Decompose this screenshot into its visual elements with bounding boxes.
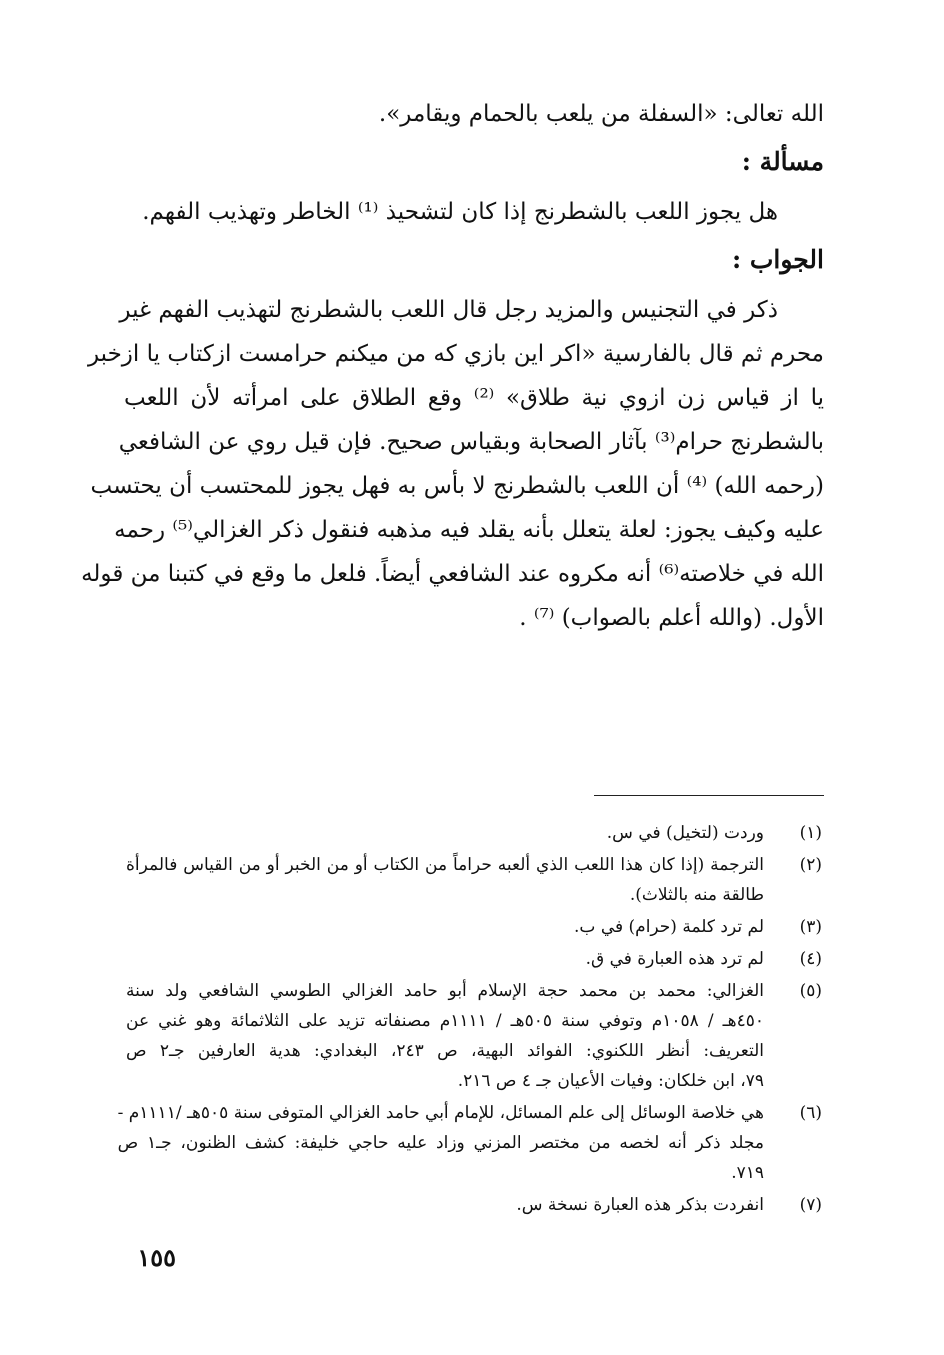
footnote-text: الترجمة (إذا كان هذا اللعب الذي ألعبه حراماً من الكتاب أو من الخبر أو من القياس فالمرأة	[126, 855, 764, 875]
answer-line: (رحمه الله) ⁽⁴⁾ أن اللعب بالشطرنج لا بأس به فهل يجوز للمحتسب أن يحتسب	[90, 473, 824, 499]
answer-line: ذكر في التجنيس والمزيد رجل قال اللعب بالشطرنج لتهذيب الفهم غير	[119, 297, 778, 323]
footnote-3	[126, 912, 822, 942]
footnote-text: لم ترد كلمة (حرام) في ب.	[574, 917, 764, 937]
footnote-6	[117, 1098, 822, 1188]
footnote-number: (٣)	[799, 917, 822, 937]
answer-line: عليه وكيف يجوز: لعلة يتعلل بأنه يقلد فيه مذهبه فنقول ذكر الغزالي⁽⁵⁾ رحمه	[114, 517, 824, 543]
footnote-text: الغزالي: محمد بن محمد حجة الإسلام أبو حامد الغزالي الطوسي الشافعي ولد سنة	[126, 981, 764, 1001]
footnote-number: (٤)	[799, 949, 822, 969]
answer-line: محرم ثم قال بالفارسية «اكر اين بازي كه من ميكنم حرامست ازكتاب يا ازخبر	[87, 341, 824, 367]
footnote-number: (٧)	[799, 1195, 822, 1215]
footnote-text: هي خلاصة الوسائل إلى علم المسائل، للإمام أبي حامد الغزالي المتوفى سنة ٥٠٥هـ /١١١١م -	[117, 1103, 764, 1123]
footnote-2	[126, 850, 822, 910]
answer-line: الله في خلاصته⁽⁶⁾ أنه مكروه عند الشافعي أيضاً. فلعل ما وقع في كتبنا من قوله	[81, 561, 824, 587]
answer-paragraph	[81, 288, 824, 640]
answer-line: يا از قياس زن ازوي نية طلاق» ⁽²⁾ وقع الطلاق على امرأته لأن اللعب	[124, 385, 824, 411]
footnote-text: وردت (لتخيل) في س.	[606, 823, 764, 843]
footnote-text: طالقة منه بالثلاث).	[629, 885, 764, 905]
footnote-number: (١)	[799, 823, 822, 843]
footnote-number: (٦)	[799, 1103, 822, 1123]
footnote-text: ٤٥٠هـ / ١٠٥٨م وتوفي سنة ٥٠٥هـ / ١١١١م مصنفاته تزيد على الثلاثمائة وهو غني عن	[126, 1011, 765, 1031]
footnote-text: لم ترد هذه العبارة في ق.	[585, 949, 764, 969]
footnote-number: (٢)	[799, 855, 822, 875]
footnote-5	[126, 976, 822, 1096]
page-number: ١٥٥	[137, 1243, 176, 1272]
footnote-number: (٥)	[799, 981, 822, 1001]
footnote-text: ٧١٩.	[731, 1163, 764, 1183]
question-text: هل يجوز اللعب بالشطرنج إذا كان لتشحيذ ⁽¹⁾ الخاطر وتهذيب الفهم.	[142, 199, 778, 225]
answer-heading: الجواب :	[731, 245, 824, 274]
footnote-text: التعريف: أنظر اللكنوي: الفوائد البهية، ص ٢٤٣، البغدادي: هدية العارفين جـ٢ ص	[126, 1041, 764, 1061]
footnote-text: انفردت بذكر هذه العبارة نسخة س.	[516, 1195, 764, 1215]
answer-line: بالشطرنج حرام⁽³⁾ بآثار الصحابة وبقياس صحيح. فإن قيل روي عن الشافعي	[118, 429, 824, 455]
question-heading: مسألة :	[741, 147, 824, 176]
answer-line: الأول. (والله أعلم بالصواب) ⁽⁷⁾ .	[519, 605, 824, 631]
footnote-text: مجلد ذكر أنه لخصه من مختصر المزني وزاد عليه حاجي خليفة: كشف الظنون، جـ١ ص	[117, 1133, 764, 1153]
footnote-1	[126, 818, 822, 848]
intro-line: الله تعالى: «السفلة من يلعب بالحمام ويقامر».	[378, 101, 824, 127]
footnote-text: ٧٩، ابن خلكان: وفيات الأعيان جـ ٤ ص ٢١٦.	[457, 1071, 764, 1091]
main-text	[81, 92, 824, 640]
footnote-4	[126, 944, 822, 974]
footnote-separator	[594, 795, 824, 796]
footnotes	[117, 818, 822, 1222]
footnote-7	[126, 1190, 822, 1220]
